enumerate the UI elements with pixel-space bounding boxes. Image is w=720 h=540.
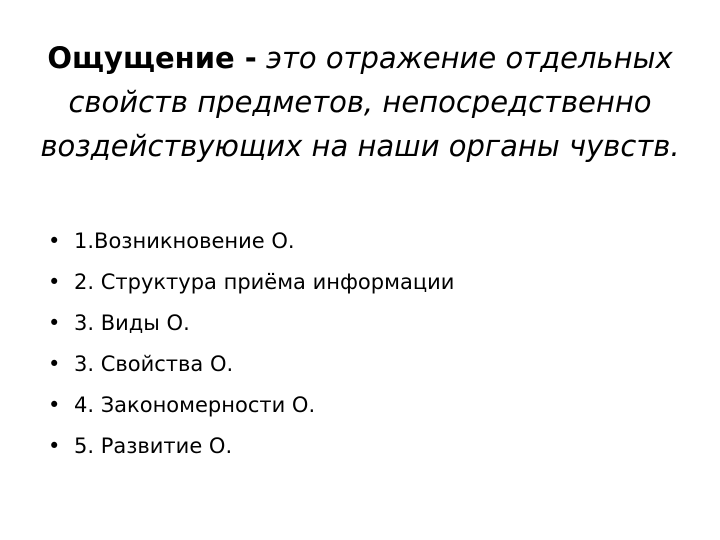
list-item: [48, 222, 454, 263]
list-item: [48, 345, 454, 386]
bullet-list: [48, 222, 454, 468]
bullet-icon: •: [48, 311, 61, 335]
list-item-text: 4. Закономерности О.: [74, 393, 316, 417]
bullet-icon: •: [48, 229, 61, 253]
list-item-text: 3. Виды О.: [74, 311, 190, 335]
list-item-text: 1.Возникновение О.: [74, 229, 295, 253]
list-item: [48, 427, 454, 468]
list-item: [48, 304, 454, 345]
title-definition: это отражение отдельных свойств предметов, непосредственно воздействующих на наши органы чувств.: [40, 41, 680, 163]
bullet-icon: •: [48, 434, 61, 458]
list-item-text: 3. Свойства О.: [74, 352, 234, 376]
bullet-icon: •: [48, 270, 61, 294]
slide-title: [30, 36, 690, 168]
bullet-icon: •: [48, 352, 61, 376]
title-term: Ощущение -: [47, 41, 257, 75]
list-item: [48, 263, 454, 304]
list-item-text: 2. Структура приёма информации: [74, 270, 455, 294]
list-item: [48, 386, 454, 427]
bullet-icon: •: [48, 393, 61, 417]
list-item-text: 5. Развитие О.: [74, 434, 233, 458]
